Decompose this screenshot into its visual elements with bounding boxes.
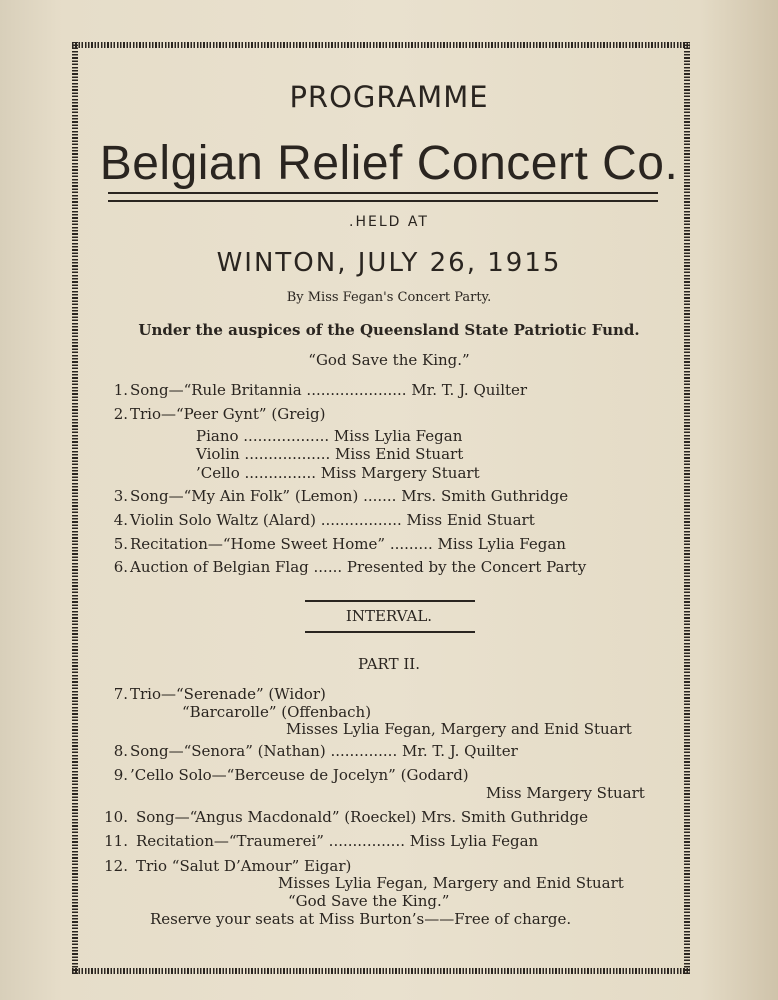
item-number: 10. <box>104 808 128 826</box>
item-number: 6. <box>113 558 128 576</box>
performer-line: Misses Lylia Fegan, Margery and Enid Stuart <box>286 720 632 738</box>
held-at-label: .HELD AT <box>349 214 429 230</box>
byline: By Miss Fegan's Concert Party. <box>286 290 492 305</box>
interval-rule-bottom <box>305 631 475 633</box>
item-text: Trio “Salut D’Amour” Eigar) <box>136 857 352 875</box>
performer-line: Miss Margery Stuart <box>486 784 645 802</box>
item-number: 4. <box>113 511 128 529</box>
item-continuation: “Barcarolle” (Offenbach) <box>182 703 372 721</box>
performer-line: ’Cello ............... Miss Margery Stuart <box>196 464 480 482</box>
item-text: Recitation—“Home Sweet Home” ......... Miss Lylia Fegan <box>130 535 566 553</box>
item-text: Auction of Belgian Flag ...... Presented by the Concert Party <box>130 558 587 576</box>
performer-line: Violin .................. Miss Enid Stuart <box>196 445 464 463</box>
item-text: Song—“Rule Britannia ..................... Mr. T. J. Quilter <box>130 381 528 399</box>
performer-line: Piano .................. Miss Lylia Fegan <box>196 427 463 445</box>
item-number: 1. <box>113 381 128 399</box>
item-number: 9. <box>113 766 128 784</box>
auspices-line: Under the auspices of the Queensland State Patriotic Fund. <box>138 321 640 339</box>
item-number: 12. <box>104 857 128 875</box>
item-number: 7. <box>113 685 128 703</box>
item-text: Violin Solo Waltz (Alard) ................. Miss Enid Stuart <box>130 511 535 529</box>
item-number: 5. <box>113 535 128 553</box>
company-title: Belgian Relief Concert Co. <box>99 137 679 190</box>
item-number: 8. <box>113 742 128 760</box>
venue-date: WINTON, JULY 26, 1915 <box>216 248 562 278</box>
performer-line: Misses Lylia Fegan, Margery and Enid Stuart <box>278 874 624 892</box>
border-bottom <box>72 968 690 974</box>
item-text: Song—“My Ain Folk” (Lemon) ....... Mrs. Smith Guthridge <box>130 487 569 505</box>
item-text: Trio—“Serenade” (Widor) <box>130 685 326 703</box>
part-two-heading: PART II. <box>358 655 420 673</box>
programme-heading: PROGRAMME <box>289 80 489 114</box>
item-number: 3. <box>113 487 128 505</box>
border-top <box>72 42 690 48</box>
interval-heading: INTERVAL. <box>345 607 433 625</box>
item-text: ’Cello Solo—“Berceuse de Jocelyn” (Godard) <box>130 766 469 784</box>
reserve-seats-note: Reserve your seats at Miss Burton’s——Free of charge. <box>150 910 572 928</box>
closing-anthem: “God Save the King.” <box>288 892 450 910</box>
item-number: 2. <box>113 405 128 423</box>
opening-anthem: “God Save the King.” <box>308 351 470 369</box>
item-number: 11. <box>104 832 128 850</box>
item-text: Recitation—“Traumerei” ................ Miss Lylia Fegan <box>136 832 539 850</box>
title-double-rule <box>108 192 658 202</box>
interval-rule-top <box>305 600 475 602</box>
item-text: Song—“Senora” (Nathan) .............. Mr. T. J. Quilter <box>130 742 518 760</box>
item-text: Song—“Angus Macdonald” (Roeckel) Mrs. Smith Guthridge <box>136 808 589 826</box>
item-text: Trio—“Peer Gynt” (Greig) <box>130 405 326 423</box>
